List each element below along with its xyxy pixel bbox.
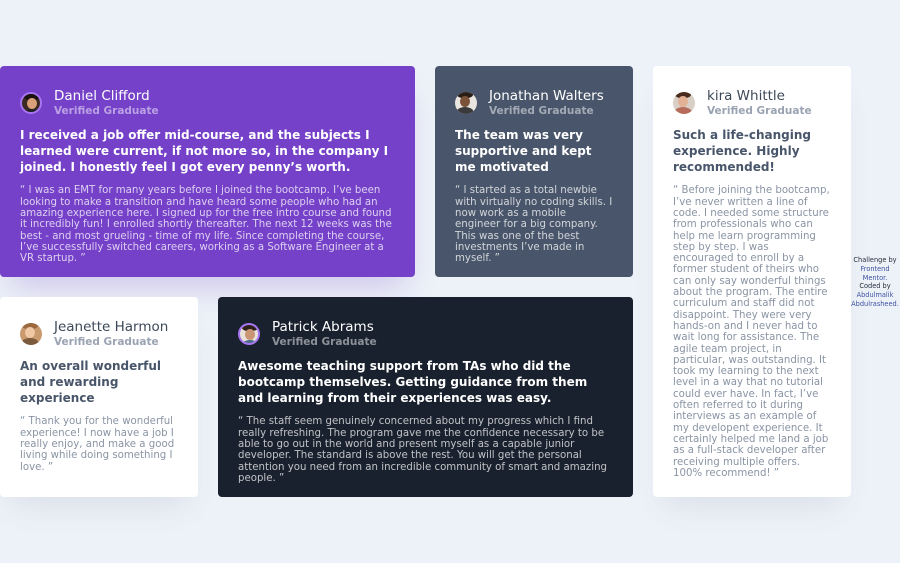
user-avatar-icon [673,92,695,114]
testimonial-header [20,319,178,349]
testimonial-card-jonathan [435,66,633,277]
testimonial-headline: Awesome teaching support from TAs who did the bootcamp themselves. Getting guidance from them and learning from their experiences was easy. [238,359,588,405]
testimonial-header [20,88,395,118]
testimonial-quote: “ Before joining the bootcamp, I’ve never written a line of code. I needed some structure from professionals who can help me learn programming step by step. I was encouraged to enroll by a former student of theirs who can only say wonderful things about the program. The entire curriculum and staff did not disappoint. They were very hands-on and I never had to wait long for assistance. The agile team project, in particular, was outstanding. It took my learning to the next level in a way that no tutorial could ever have. In fact, I’ve often referred to it during interviews as an example of my developent experience. It certainly helped me land a job as a full-stack developer after receiving multiple offers. 100% recommend! ” [673,185,830,479]
testimonial-headline: An overall wonderful and rewarding experience [20,359,162,405]
author-name: Jonathan Walters [489,88,604,104]
testimonial-header [455,88,613,118]
testimonial-card-daniel [0,66,415,277]
testimonial-headline: The team was very supportive and kept me motivated [455,128,592,174]
attribution-prefix: Challenge by [853,256,897,264]
author-name: Daniel Clifford [54,88,150,104]
verified-status: Verified Graduate [272,336,377,348]
testimonial-card-jeanette [0,297,198,497]
testimonial-quote: “ Thank you for the wonderful experience! I now have a job I really enjoy, and make a good living while doing something I love. ” [20,416,175,473]
verified-status: Verified Graduate [54,105,159,117]
verified-status: Verified Graduate [54,336,159,348]
user-avatar-icon [455,92,477,114]
user-avatar-icon [238,323,260,345]
testimonial-headline: I received a job offer mid-course, and the subjects I learned were current, if not more so, in the company I joined. I honestly feel I got every penny’s worth. [20,128,389,174]
user-avatar-icon [20,323,42,345]
testimonial-quote: “ The staff seem genuinely concerned about my progress which I find really refreshing. The program gave me the confidence necessary to be able to go out in the world and present myself as a capable junior developer. The standard is above the rest. You will get the personal attention you need from an incredible community of smart and amazing people. ” [238,416,608,484]
author-name: Jeanette Harmon [54,319,169,335]
testimonial-header [673,88,831,118]
testimonial-card-patrick [218,297,633,497]
testimonial-quote: “ I started as a total newbie with virtually no coding skills. I now work as a mobile engineer for a big company. This was one of the best investments I’ve made in myself. ” [455,185,613,265]
frontend-mentor-link[interactable]: Frontend Mentor. [860,264,890,282]
testimonial-card-kira [653,66,851,497]
attribution-middle: Coded by [859,282,891,291]
testimonial-quote: “ I was an EMT for many years before I joined the bootcamp. I’ve been looking to make a transition and have heard some people who had an amazing experience here. I signed up for the free intro course and found it incredibly fun! I enrolled shortly thereafter. The next 12 weeks was the best - and most grueling - time of my life. Since completing the course, I’ve successfully switched careers, working as a Software Engineer at a VR startup. ” [20,185,392,265]
author-name: Patrick Abrams [272,319,374,335]
verified-status: Verified Graduate [707,105,812,117]
testimonial-headline: Such a life-changing experience. Highly recommended! [673,128,811,174]
user-avatar-icon [20,92,42,114]
testimonial-header [238,319,613,349]
author-name: kira Whittle [707,88,785,104]
verified-status: Verified Graduate [489,105,594,117]
attribution [850,256,900,309]
author-link[interactable]: Abdulmalik Abdulrasheed. [851,291,899,308]
